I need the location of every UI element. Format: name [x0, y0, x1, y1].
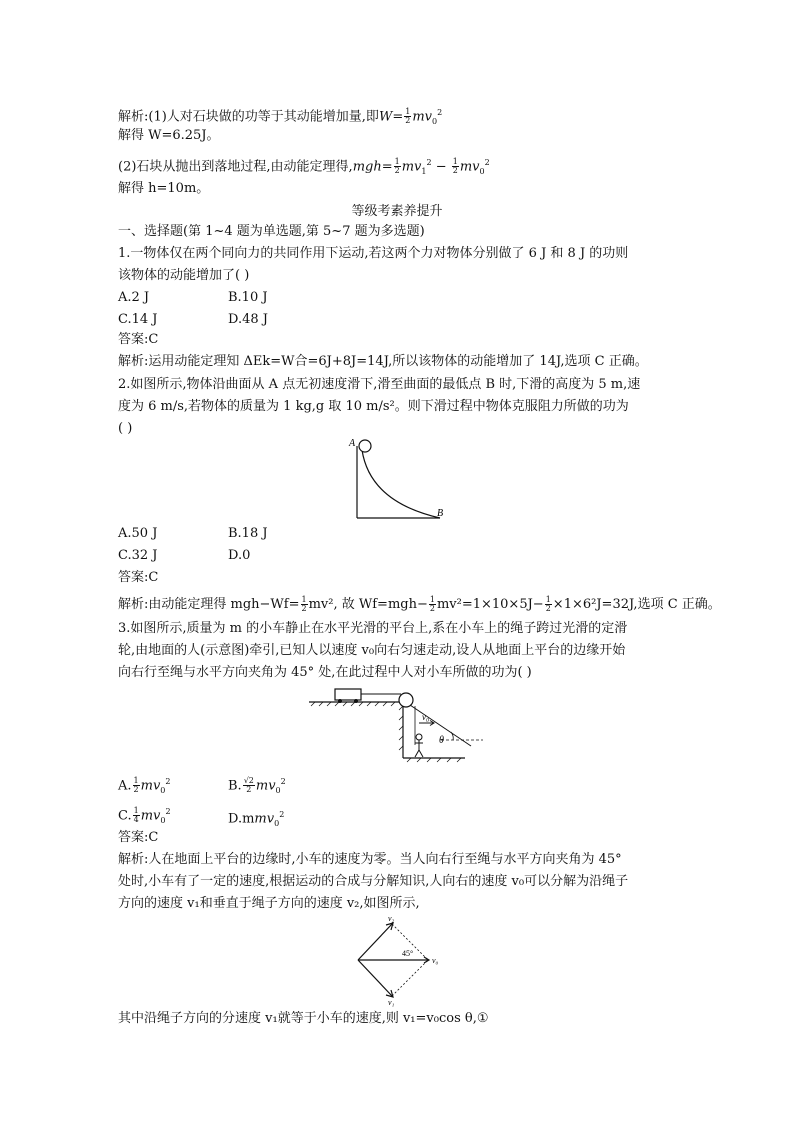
text: A. [118, 778, 132, 794]
q1-option-d: D.48 J [228, 312, 268, 327]
wall-hatch [399, 706, 403, 750]
sub: 0 [160, 785, 166, 795]
sub: 0 [431, 116, 438, 126]
frac-num: 1 [452, 157, 458, 167]
frac-num: 1 [133, 776, 139, 786]
text: = [392, 109, 404, 125]
var: mv [412, 109, 432, 125]
label-a: A [349, 438, 356, 449]
q3-analysis-4: 其中沿绳子方向的分速度 v₁就等于小车的速度,则 v₁=v₀cos θ,① [118, 1011, 489, 1026]
q3-analysis-3: 方向的速度 v₁和垂直于绳子方向的速度 v₂,如图所示, [118, 896, 420, 911]
sub: 0 [275, 785, 281, 795]
q1-stem-1: 1.一物体仅在两个同向力的共同作用下运动,若这两个力对物体分别做了 6 J 和 8 J 的功则 [118, 246, 629, 261]
sup: 2 [165, 777, 171, 786]
frac-num: 1 [429, 595, 435, 604]
var: mv [401, 159, 422, 175]
pulley-icon [399, 693, 413, 707]
fraction [452, 158, 459, 175]
q3-analysis-1: 解析:人在地面上平台的边缘时,小车的速度为零。当人向右行至绳与水平方向夹角为 45° [118, 852, 622, 867]
q1-option-a: A.2 J [118, 290, 150, 305]
sup: 2 [165, 807, 171, 816]
sup: 2 [426, 158, 432, 167]
frac-num: 1 [394, 157, 400, 167]
q2-stem-2: 度为 6 m/s,若物体的质量为 1 kg,g 取 10 m/s²。则下滑过程中物体克服阻力所做的功为 [118, 399, 629, 414]
text: (2)石块从抛出到落地过程,由动能定理得, [118, 159, 353, 175]
text: = [381, 159, 393, 175]
q3-answer: 答案:C [118, 830, 159, 845]
frac-den: 2 [429, 604, 435, 613]
text: mv², 故 Wf=mgh− [308, 597, 428, 612]
section-intro: 一、选择题(第 1~4 题为单选题,第 5~7 题为多选题) [118, 224, 425, 239]
text: − [431, 159, 451, 175]
frac-den: 2 [301, 604, 307, 613]
var: mv [140, 778, 161, 794]
fraction [404, 108, 411, 125]
q2-analysis [118, 596, 721, 614]
q2-option-b: B.18 J [228, 526, 268, 541]
q3-stem-1: 3.如图所示,质量为 m 的小车静止在水平光滑的平台上,系在小车上的绳子跨过光滑的定滑 [118, 621, 628, 636]
v1-arrow [358, 960, 392, 996]
var: mgh [352, 159, 382, 175]
fraction [133, 807, 140, 824]
cart-icon [335, 689, 361, 700]
v2-arrow [358, 924, 392, 960]
text: B. [228, 778, 242, 794]
label-v2: v₂ [388, 914, 395, 923]
text: C. [118, 808, 132, 824]
person-head-icon [416, 734, 422, 740]
analysis-line-2 [118, 154, 490, 181]
text: D.m [228, 811, 255, 827]
wheel-icon [354, 699, 358, 703]
fraction [545, 596, 552, 613]
label-v1: v₁ [388, 998, 395, 1007]
frac-den: 4 [133, 815, 139, 825]
q2-option-c: C.32 J [118, 548, 158, 563]
angle-label: 45° [402, 949, 414, 958]
var: mv [254, 811, 275, 827]
label-v0: v₀ [422, 712, 430, 722]
frac-den: 2 [246, 785, 252, 795]
sub: 0 [160, 815, 166, 825]
q3-pulley-diagram [305, 680, 485, 764]
q1-option-b: B.10 J [228, 290, 268, 305]
dashed-line [392, 960, 428, 996]
frac-num: √2 [243, 776, 254, 786]
q1-stem-2: 该物体的动能增加了( ) [118, 268, 250, 283]
frac-num: 1 [133, 806, 139, 816]
q2-stem-1: 2.如图所示,物体沿曲面从 A 点无初速度滑下,滑至曲面的最低点 B 时,下滑的高度为 5 m,速 [118, 377, 641, 392]
var: mv [140, 808, 161, 824]
frac-den: 2 [545, 604, 551, 613]
curved-surface [362, 450, 440, 518]
q1-answer: 答案:C [118, 332, 159, 347]
q3-option-d [228, 806, 284, 833]
q2-answer: 答案:C [118, 570, 159, 585]
q3-option-a [118, 773, 170, 800]
label-b: B [437, 508, 444, 519]
sub: 0 [479, 166, 485, 176]
text: mv²=1×10×5J− [436, 597, 544, 612]
sup: 2 [437, 108, 443, 117]
label-theta: θ [439, 735, 444, 746]
q3-option-c [118, 803, 171, 830]
fraction [429, 596, 436, 613]
text: 解析:(1)人对石块做的功等于其动能增加量,即 [118, 109, 379, 125]
sub: 0 [274, 818, 280, 828]
q2-option-a: A.50 J [118, 526, 158, 541]
q3-stem-2: 轮,由地面的人(示意图)牵引,已知人以速度 v₀向右匀速走动,设人从地面上平台的边缘开始 [118, 643, 626, 658]
var: mv [255, 778, 276, 794]
sup: 2 [279, 810, 285, 819]
frac-num: 1 [301, 595, 307, 604]
text: 解析:由动能定理得 mgh−Wf= [118, 597, 300, 612]
result-line-2: 解得 h=10m。 [118, 181, 210, 196]
sup: 2 [280, 777, 286, 786]
q2-option-d: D.0 [228, 548, 251, 563]
q2-stem-3: ( ) [118, 421, 133, 436]
fraction [394, 158, 401, 175]
q1-option-c: C.14 J [118, 312, 158, 327]
frac-den: 2 [133, 785, 139, 795]
wheel-icon [338, 699, 342, 703]
sup: 2 [484, 158, 490, 167]
result-line-1: 解得 W=6.25J。 [118, 128, 220, 143]
label-v0: v₀ [432, 956, 439, 965]
section-title: 等级考素养提升 [351, 204, 443, 219]
text: ×1×6²J=32J,选项 C 正确。 [552, 597, 721, 612]
var: W [378, 109, 393, 125]
frac-den: 2 [452, 166, 458, 176]
fraction [301, 596, 308, 613]
var: mv [459, 159, 480, 175]
frac-num: 1 [405, 107, 411, 117]
person-legs [415, 750, 423, 757]
fraction [243, 777, 255, 794]
ball-icon [359, 440, 371, 452]
sub: 1 [421, 166, 427, 176]
fraction [133, 777, 140, 794]
q3-option-b [228, 773, 286, 800]
frac-den: 2 [405, 116, 411, 126]
frac-num: 1 [545, 595, 551, 604]
q2-curve-diagram [340, 432, 460, 524]
q3-analysis-2: 处时,小车有了一定的速度,根据运动的合成与分解知识,人向右的速度 v₀可以分解为沿绳子 [118, 874, 629, 889]
q1-analysis: 解析:运用动能定理知 ΔEk=W合=6J+8J=14J,所以该物体的动能增加了 14J,选项 C 正确。 [118, 354, 648, 369]
q3-stem-3: 向右行至绳与水平方向夹角为 45° 处,在此过程中人对小车所做的功为( ) [118, 665, 532, 680]
frac-den: 2 [394, 166, 400, 176]
q3-velocity-diagram [350, 912, 450, 1007]
